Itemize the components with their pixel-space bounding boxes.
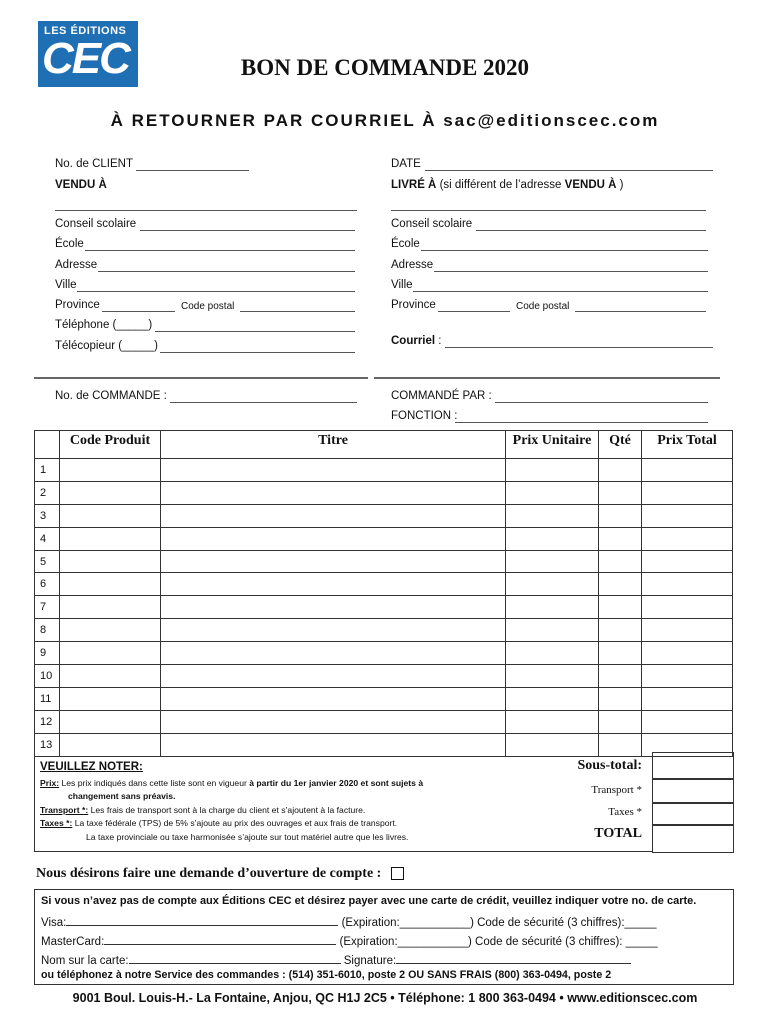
- left-postal-label: Code postal: [181, 301, 235, 312]
- row-number: 5: [35, 550, 60, 573]
- table-row: [35, 481, 733, 504]
- code-cell[interactable]: [60, 481, 161, 504]
- qte-cell[interactable]: [599, 527, 642, 550]
- mastercard-line: [41, 933, 658, 948]
- sous-total-box[interactable]: [652, 752, 734, 780]
- right-postal-field[interactable]: [575, 311, 706, 312]
- fonction-field[interactable]: [455, 422, 708, 423]
- order-table: [34, 430, 733, 757]
- qte-cell[interactable]: [599, 687, 642, 710]
- note-transport-text: Les frais de transport sont à la charge du client et s’ajoutent à la facture.: [90, 805, 366, 815]
- qte-cell[interactable]: [599, 642, 642, 665]
- row-number: 12: [35, 710, 60, 733]
- telephone-field[interactable]: [155, 331, 355, 332]
- titre-cell[interactable]: [161, 642, 506, 665]
- right-ecole-field[interactable]: [421, 250, 708, 251]
- table-row: [35, 665, 733, 688]
- prix-total-cell[interactable]: [642, 596, 733, 619]
- row-number: 6: [35, 573, 60, 596]
- right-divider: [374, 377, 720, 379]
- transport-box[interactable]: [652, 778, 734, 804]
- col-header-code: Code Produit: [60, 431, 161, 459]
- table-row: [35, 687, 733, 710]
- row-number: 10: [35, 665, 60, 688]
- row-number: 9: [35, 642, 60, 665]
- code-cell[interactable]: [60, 710, 161, 733]
- right-province-field[interactable]: [438, 311, 510, 312]
- code-cell[interactable]: [60, 665, 161, 688]
- livre-a-label: LIVRÉ À: [391, 179, 437, 191]
- right-conseil-field[interactable]: [476, 230, 706, 231]
- code-cell[interactable]: [60, 459, 161, 482]
- signature-label: Signature:: [343, 955, 397, 967]
- footer-address: 9001 Boul. Louis-H.- La Fontaine, Anjou, QC H1J 2C5 • Téléphone: 1 800 363-0494 • www.editionscec.com: [72, 991, 698, 1005]
- left-ecole-label: École: [55, 238, 84, 250]
- row-number: 3: [35, 504, 60, 527]
- client-no-label: No. de CLIENT: [55, 158, 133, 170]
- livre-a-note: (si différent de l’adresse: [439, 179, 562, 191]
- logo-line2: CEC: [42, 34, 129, 83]
- prix-total-cell[interactable]: [642, 710, 733, 733]
- titre-cell[interactable]: [161, 710, 506, 733]
- qte-cell[interactable]: [599, 550, 642, 573]
- qte-cell[interactable]: [599, 619, 642, 642]
- right-adresse-field[interactable]: [434, 271, 708, 272]
- vendu-a-field[interactable]: [55, 210, 357, 211]
- code-cell[interactable]: [60, 550, 161, 573]
- prix-unitaire-cell[interactable]: [506, 550, 599, 573]
- titre-cell[interactable]: [161, 550, 506, 573]
- left-adresse-label: Adresse: [55, 259, 98, 271]
- titre-cell[interactable]: [161, 665, 506, 688]
- qte-cell[interactable]: [599, 459, 642, 482]
- commande-no-label: No. de COMMANDE :: [55, 390, 167, 402]
- left-adresse-field[interactable]: [98, 271, 355, 272]
- row-number: 8: [35, 619, 60, 642]
- prix-total-cell[interactable]: [642, 459, 733, 482]
- courriel-field[interactable]: [445, 347, 713, 348]
- prix-total-cell[interactable]: [642, 573, 733, 596]
- right-adresse-label: Adresse: [391, 259, 434, 271]
- page-subtitle: À RETOURNER PAR COURRIEL À sac@editionscec.com: [110, 111, 660, 130]
- visa-expiration: (Expiration:___________) Code de sécurité (3 chiffres):_____: [341, 917, 657, 929]
- table-row: [35, 459, 733, 482]
- account-request-checkbox[interactable]: [391, 867, 404, 880]
- commande-no-field[interactable]: [170, 402, 357, 403]
- right-ville-field[interactable]: [413, 291, 708, 292]
- payment-intro: Si vous n’avez pas de compte aux Éditions CEC et désirez payer avec une carte de crédit, veuillez indiquer votre no. de carte.: [41, 895, 697, 907]
- livre-a-line: [391, 179, 623, 191]
- left-conseil-label: Conseil scolaire: [55, 218, 137, 230]
- col-header-titre: Titre: [161, 431, 506, 459]
- mastercard-label: MasterCard:: [41, 936, 105, 948]
- courriel-colon: :: [438, 335, 442, 347]
- row-number: 7: [35, 596, 60, 619]
- name-signature-line: [41, 952, 631, 967]
- note-taxes-text1: La taxe fédérale (TPS) de 5% s’ajoute au prix des ouvrages et aux frais de transport.: [74, 818, 398, 828]
- right-ville-label: Ville: [391, 279, 413, 291]
- col-header-prix-total: Prix Total: [642, 431, 733, 459]
- telecopieur-label: Télécopieur (_____): [55, 340, 158, 352]
- livre-a-field[interactable]: [391, 210, 706, 211]
- row-number: 11: [35, 687, 60, 710]
- titre-cell[interactable]: [161, 619, 506, 642]
- prix-total-cell[interactable]: [642, 619, 733, 642]
- prix-unitaire-cell[interactable]: [506, 642, 599, 665]
- right-postal-label: Code postal: [516, 301, 570, 312]
- titre-cell[interactable]: [161, 504, 506, 527]
- prix-total-cell[interactable]: [642, 642, 733, 665]
- prix-unitaire-cell[interactable]: [506, 504, 599, 527]
- row-number: 1: [35, 459, 60, 482]
- prix-unitaire-cell[interactable]: [506, 481, 599, 504]
- col-header-prix-unitaire: Prix Unitaire: [506, 431, 599, 459]
- left-ecole-field[interactable]: [85, 250, 355, 251]
- page-title: BON DE COMMANDE 2020: [240, 55, 530, 80]
- right-conseil-label: Conseil scolaire: [391, 218, 473, 230]
- mastercard-field[interactable]: [104, 933, 336, 945]
- col-header-qte: Qté: [599, 431, 642, 459]
- left-conseil-field[interactable]: [140, 230, 355, 231]
- code-cell[interactable]: [60, 619, 161, 642]
- livre-a-note-bold: VENDU À: [564, 179, 617, 191]
- telephone-label: Téléphone (_____): [55, 319, 153, 331]
- card-name-field[interactable]: [129, 952, 341, 964]
- prix-total-cell[interactable]: [642, 481, 733, 504]
- courriel-label: Courriel: [391, 335, 436, 347]
- card-name-label: Nom sur la carte:: [41, 955, 129, 967]
- qte-cell[interactable]: [599, 504, 642, 527]
- titre-cell[interactable]: [161, 481, 506, 504]
- table-header-row: [35, 431, 733, 459]
- row-number: 4: [35, 527, 60, 550]
- code-cell[interactable]: [60, 527, 161, 550]
- table-row: [35, 573, 733, 596]
- code-cell[interactable]: [60, 642, 161, 665]
- payment-box: [34, 889, 734, 985]
- prix-unitaire-cell[interactable]: [506, 710, 599, 733]
- table-row: [35, 619, 733, 642]
- commande-par-label: COMMANDÉ PAR :: [391, 390, 492, 402]
- prix-total-cell[interactable]: [642, 504, 733, 527]
- taxes-box[interactable]: [652, 802, 734, 826]
- note-taxes-label: Taxes *:: [40, 818, 73, 828]
- left-postal-field[interactable]: [240, 311, 355, 312]
- courriel-line: [391, 335, 442, 347]
- left-province-label: Province: [55, 299, 100, 311]
- prix-total-cell[interactable]: [642, 527, 733, 550]
- left-divider: [34, 377, 368, 379]
- sous-total-label: Sous-total:: [577, 758, 642, 773]
- left-ville-field[interactable]: [77, 291, 355, 292]
- visa-label: Visa:: [41, 917, 67, 929]
- prix-unitaire-cell[interactable]: [506, 527, 599, 550]
- total-label: TOTAL: [594, 826, 642, 841]
- date-field[interactable]: [425, 170, 713, 171]
- client-no-field[interactable]: [136, 170, 249, 171]
- prix-unitaire-cell[interactable]: [506, 459, 599, 482]
- table-row: [35, 710, 733, 733]
- visa-line: [41, 914, 657, 929]
- note-prix-bold: à partir du 1er janvier 2020 et sont sujets à: [249, 778, 424, 788]
- total-box[interactable]: [652, 824, 734, 853]
- prix-total-cell[interactable]: [642, 665, 733, 688]
- code-cell[interactable]: [60, 573, 161, 596]
- signature-field[interactable]: [396, 952, 631, 964]
- note-taxes-text2: La taxe provinciale ou taxe harmonisée s’ajoute sur tout matériel autre que les livres.: [86, 832, 409, 842]
- prix-total-cell[interactable]: [642, 550, 733, 573]
- livre-a-note-end: ): [619, 179, 624, 191]
- col-header-number: [35, 431, 60, 459]
- notes-heading: VEUILLEZ NOTER:: [40, 761, 143, 773]
- titre-cell[interactable]: [161, 687, 506, 710]
- qte-cell[interactable]: [599, 665, 642, 688]
- left-province-field[interactable]: [102, 311, 175, 312]
- vendu-a-label: VENDU À: [55, 179, 107, 191]
- logo-line1: LES ÉDITIONS: [44, 25, 127, 37]
- taxes-label: Taxes *: [608, 806, 642, 818]
- row-number: 13: [35, 733, 60, 756]
- account-request-line: [36, 866, 404, 882]
- prix-unitaire-cell[interactable]: [506, 665, 599, 688]
- qte-cell[interactable]: [599, 573, 642, 596]
- titre-cell[interactable]: [161, 596, 506, 619]
- qte-cell[interactable]: [599, 481, 642, 504]
- note-prix-bold-2: changement sans préavis.: [68, 791, 176, 801]
- note-prix-label: Prix:: [40, 778, 60, 788]
- account-request-label: Nous désirons faire une demande d’ouverture de compte :: [36, 866, 382, 881]
- left-ville-label: Ville: [55, 279, 77, 291]
- titre-cell[interactable]: [161, 573, 506, 596]
- right-province-label: Province: [391, 299, 436, 311]
- qte-cell[interactable]: [599, 596, 642, 619]
- prix-unitaire-cell[interactable]: [506, 687, 599, 710]
- date-label: DATE: [391, 158, 421, 170]
- mastercard-expiration: (Expiration:___________) Code de sécurité (3 chiffres): _____: [339, 936, 658, 948]
- row-number: 2: [35, 481, 60, 504]
- titre-cell[interactable]: [161, 459, 506, 482]
- telecopieur-field[interactable]: [160, 352, 355, 353]
- code-cell[interactable]: [60, 504, 161, 527]
- note-prix-text: Les prix indiqués dans cette liste sont en vigueur: [61, 778, 247, 788]
- table-row: [35, 504, 733, 527]
- visa-field[interactable]: [66, 914, 338, 926]
- titre-cell[interactable]: [161, 527, 506, 550]
- table-row: [35, 527, 733, 550]
- table-row: [35, 642, 733, 665]
- table-row: [35, 596, 733, 619]
- code-cell[interactable]: [60, 596, 161, 619]
- note-transport-label: Transport *:: [40, 805, 89, 815]
- fonction-label: FONCTION :: [391, 410, 458, 422]
- prix-unitaire-cell[interactable]: [506, 596, 599, 619]
- prix-unitaire-cell[interactable]: [506, 573, 599, 596]
- commande-par-field[interactable]: [495, 402, 708, 403]
- phone-order-line: ou téléphonez à notre Service des commandes : (514) 351-6010, poste 2 OU SANS FRAIS (800) 363-0494, poste 2: [41, 969, 612, 981]
- prix-unitaire-cell[interactable]: [506, 619, 599, 642]
- code-cell[interactable]: [60, 687, 161, 710]
- table-row: [35, 550, 733, 573]
- transport-label: Transport *: [591, 784, 642, 796]
- right-ecole-label: École: [391, 238, 420, 250]
- prix-total-cell[interactable]: [642, 687, 733, 710]
- qte-cell[interactable]: [599, 710, 642, 733]
